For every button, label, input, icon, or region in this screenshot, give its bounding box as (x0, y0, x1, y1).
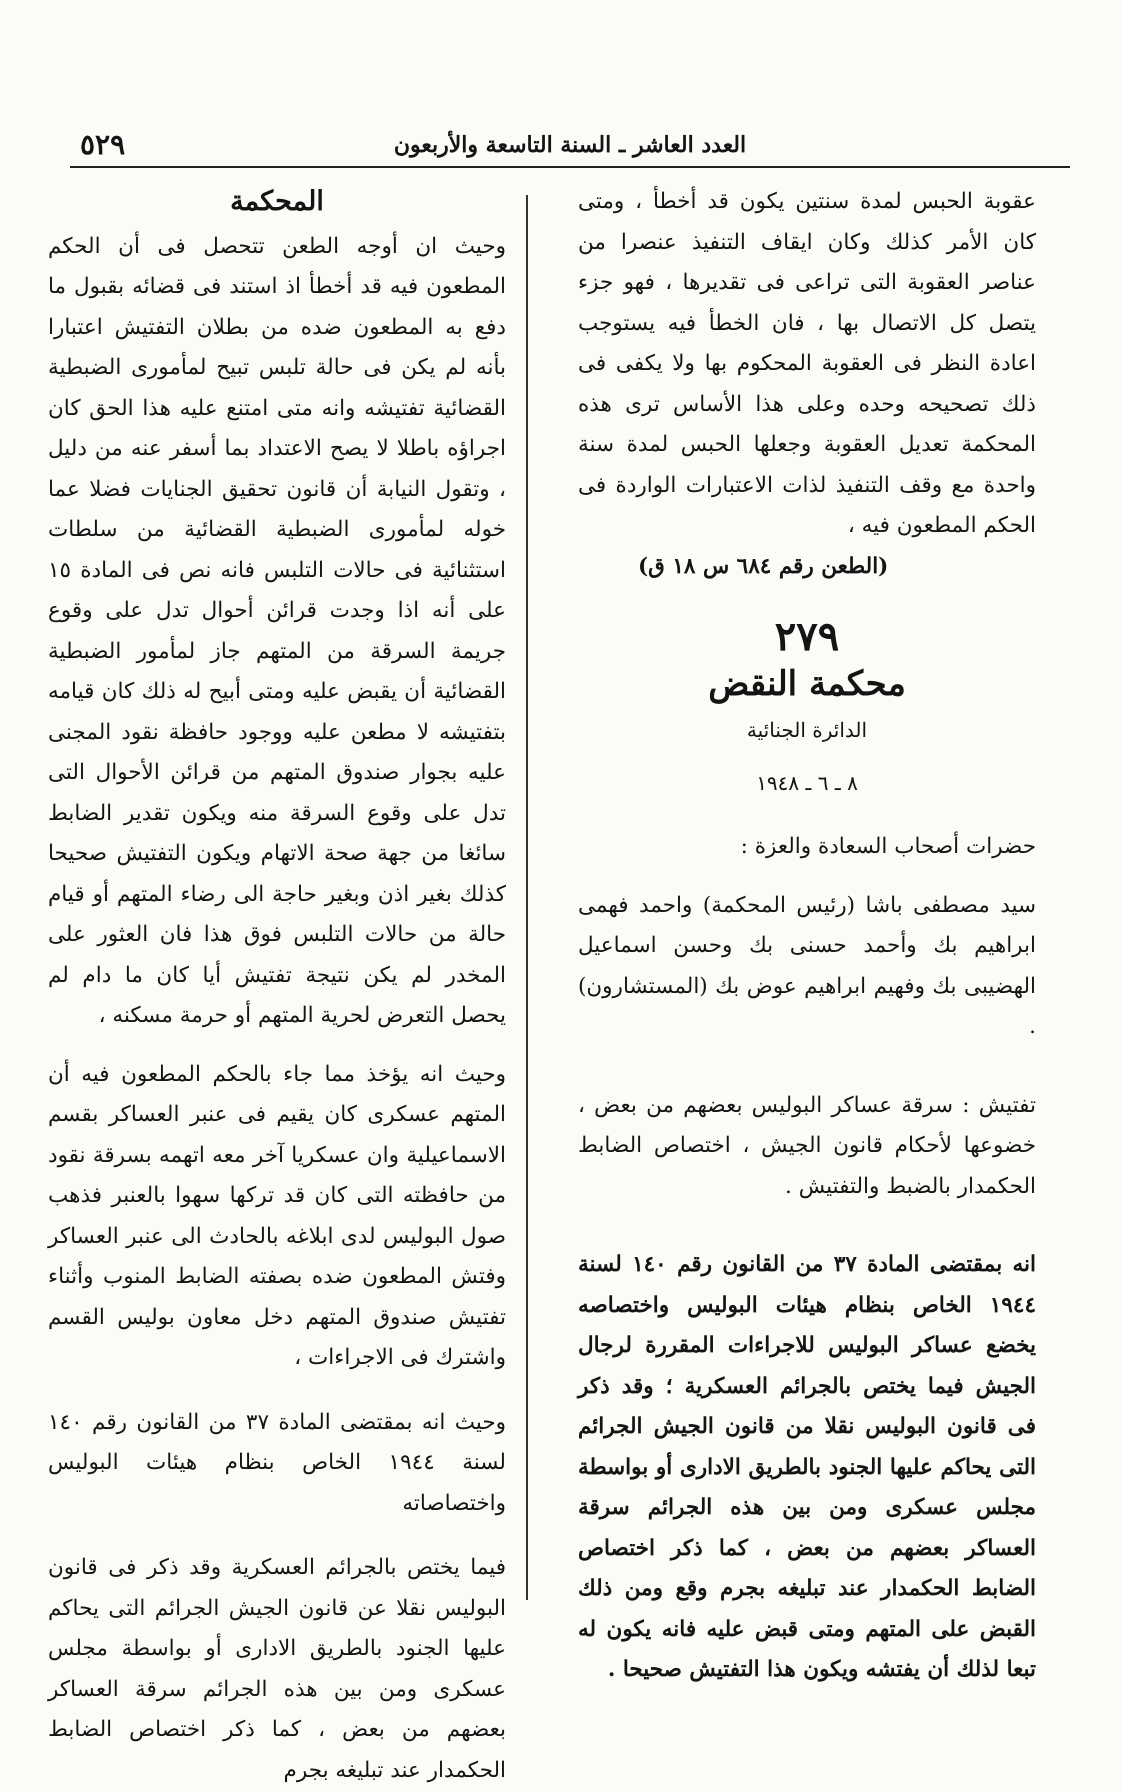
court-paragraph-3: وحيث انه بمقتضى المادة ٣٧ من القانون رقم ١٤٠ لسنة ١٩٤٤ الخاص بنظام هيئات البوليس واختصاصاته (48, 1409, 506, 1516)
page-number: ٥٢٩ (80, 128, 126, 161)
section-heading: المحكمة (230, 186, 324, 217)
judges-heading: حضرات أصحاب السعادة والعزة : (740, 834, 1036, 859)
right-column (578, 182, 1036, 1691)
case-reference: (الطعن رقم ٦٨٤ س ١٨ ق) (638, 553, 889, 579)
court-name: محكمة النقض (708, 663, 906, 704)
court-paragraph-4: فيما يختص بالجرائم العسكرية وقد ذكر فى قانون البوليس نقلا عن قانون الجيش الجرائم التى يحاكم عليها الجنود بالطريق الادارى أو بواسطة مجلس عسكرى ومن بين هذه الجرائم سرقة العساكر بعضهم من بعض ، كما ذكر اختصاص الضابط الحكمدار عند تبليغه بجرم (48, 1555, 506, 1783)
legal-principle: انه بمقتضى المادة ٣٧ من القانون رقم ١٤٠ لسنة ١٩٤٤ الخاص بنظام هيئات البوليس واختصاصه يخضع عساكر البوليس للاجراءات المقررة لرجال الجيش فيما يختص بالجرائم العسكرية ؛ وقد ذكر فى قانون البوليس نقلا من قانون الجيش الجرائم التى يحاكم عليها الجنود بالطريق الادارى أو بواسطة مجلس عسكرى ومن بين هذه الجرائم سرقة العساكر بعضهم من بعض ، كما ذكر اختصاص الضابط الحكمدار عند تبليغه بجرم وقع ومن ذلك القبض على المتهم ومتى قبض عليه فانه يكون له تبعا لذلك أن يفتشه ويكون هذا التفتيش صحيحا . (578, 1252, 1036, 1682)
left-column (48, 182, 506, 1791)
closing-paragraph: عقوبة الحبس لمدة سنتين يكون قد أخطأ ، ومتى كان الأمر كذلك وكان ايقاف التنفيذ عنصرا من عناصر العقوبة التى تراعى فى تقديرها ، فهو جزء يتصل كل الاتصال بها ، فان الخطأ فيه يستوجب اعادة النظر فى العقوبة المحكوم بها ولا يكفى فى ذلك تصحيحه وحده وعلى هذا الأساس ترى هذه المحكمة تعديل العقوبة وجعلها الحبس لمدة سنة واحدة مع وقف التنفيذ لذات الاعتبارات الواردة فى الحكم المطعون فيه ، (578, 189, 1036, 538)
chamber-name: الدائرة الجنائية (746, 718, 868, 742)
column-divider (526, 195, 528, 1600)
case-number: ٢٧٩ (774, 613, 840, 660)
judges-list: سيد مصطفى باشا (رئيس المحكمة) واحمد فهمى ابراهيم بك وأحمد حسنى بك وحسن اسماعيل الهضيبى بك وفهيم ابراهيم عوض بك (المستشارون) . (578, 892, 1036, 1039)
session-date: ٨ ـ ٦ ـ ١٩٤٨ (756, 770, 858, 795)
court-paragraph-2: وحيث انه يؤخذ مما جاء بالحكم المطعون فيه أن المتهم عسكرى كان يقيم فى عنبر العساكر بقسم الاسماعيلية وان عسكريا آخر معه اتهمه بسرقة نقود من حافظته التى كان قد تركها سهوا بالعنبر فذهب صول البوليس لدى ابلاغه بالحادث الى عنبر العساكر وفتش المطعون ضده بصفته الضابط المنوب وأثناء تفتيش صندوق المتهم دخل معاون بوليس القسم واشترك فى الاجراءات ، (48, 1061, 506, 1370)
page-header (70, 126, 1070, 168)
case-summary: تفتيش : سرقة عساكر البوليس بعضهم من بعض ، خضوعها لأحكام قانون الجيش ، اختصاص الضابط الحكمدار بالضبط والتفتيش . (578, 1092, 1036, 1199)
running-title: العدد العاشر ـ السنة التاسعة والأربعون (393, 132, 747, 158)
court-paragraph-1: وحيث ان أوجه الطعن تتحصل فى أن الحكم المطعون فيه قد أخطأ اذ استند فى قضائه بقبول ما دفع به المطعون ضده من بطلان التفتيش اعتبارا بأنه لم يكن فى حالة تلبس تبيح لمأمورى الضبطية القضائية تفتيشه وانه متى امتنع عليه هذا الحق كان اجراؤه باطلا لا يصح الاعتداد بما أسفر عنه من دليل ، وتقول النيابة أن قانون تحقيق الجنايات فضلا عما خوله لمأمورى الضبطية القضائية من سلطات استثنائية فى حالات التلبس فانه نص فى المادة ١٥ على أنه اذا وجدت قرائن أحوال تدل على وقوع جريمة السرقة من المتهم جاز لمأمور الضبطية القضائية أن يقبض عليه ومتى أبيح له ذلك كان قيامه بتفتيشه لا مطعن عليه ووجود حافظة نقود المجنى عليه بجوار صندوق المتهم من قرائن الأحوال التى تدل على وقوع السرقة منه ويكون تقدير الضابط سائغا من جهة صحة الاتهام ويكون التفتيش صحيحا كذلك بغير اذن وبغير حاجة الى رضاء المتهم أو قيام حالة من حالات التلبس فوق هذا فان العثور على المخدر لم يكن نتيجة تفتيش أيا كان ما دام لم يحصل التعرض لحرية المتهم أو حرمة مسكنه ، (48, 233, 506, 1028)
